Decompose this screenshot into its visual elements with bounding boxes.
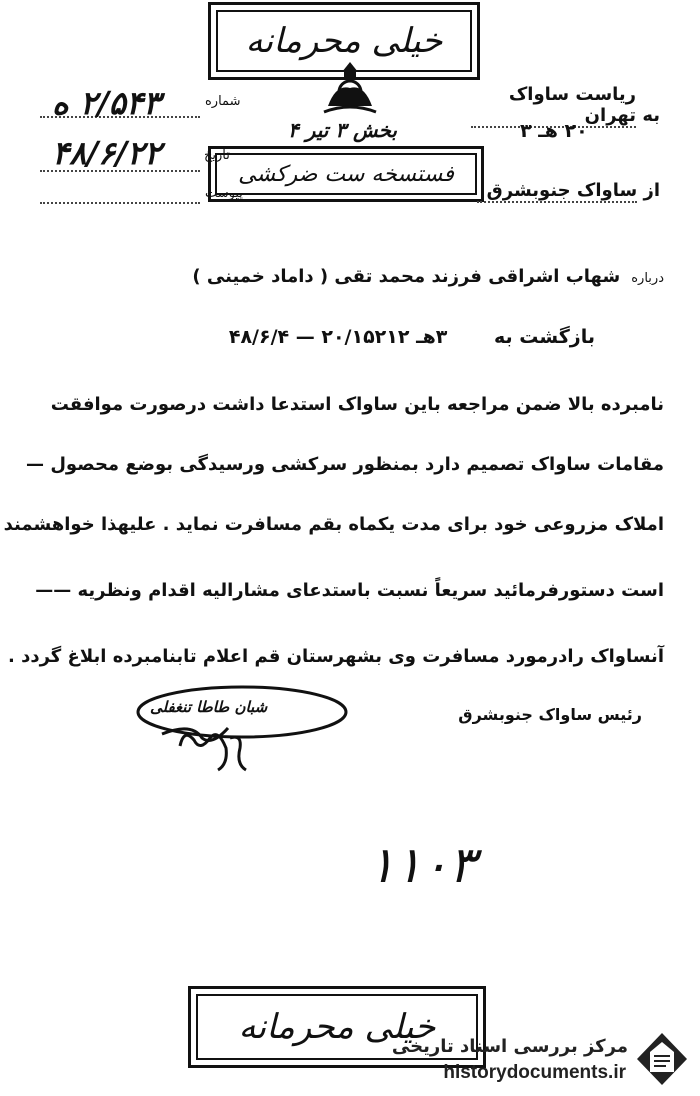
date-value: ۴۸/۶/۲۲ (52, 134, 162, 172)
archive-number: ١١٠٣ (368, 836, 476, 894)
top-stamp-text: خیلی محرمانه (245, 21, 443, 61)
signature-title: رئیس ساواک جنوبشرق (458, 705, 642, 724)
bottom-stamp-text: خیلی محرمانه (238, 1007, 436, 1047)
subject-value: شهاب اشراقی فرزند محمد تقی ( داماد خمینی ) (192, 266, 621, 287)
number-label: شماره (205, 94, 241, 109)
document-center-logo-icon (634, 1030, 690, 1088)
attachment-underline (40, 202, 200, 204)
body-line-1: نامبرده بالا ضمن مراجعه باین ساواک استدعا داشت درصورت موافقت (50, 394, 664, 415)
from-label: از (643, 180, 660, 201)
from-row (477, 180, 660, 203)
reference-row (229, 326, 595, 348)
body-line-4: است دستورفرمائید سریعاً نسبت باستدعای مشارالیه اقدام ونظریه —— (35, 580, 664, 601)
central-stamp (208, 146, 484, 202)
signature-name: شبان طاطا تنغفلی (150, 698, 268, 716)
reference-label: بازگشت به (494, 326, 595, 348)
reference-value: ۳هـ ۲۰/۱۵۲۱۲ — ۴۸/۶/۴ (228, 326, 448, 348)
subject-label: درباره (631, 271, 664, 286)
subject-row (192, 266, 664, 287)
watermark-title: مرکز بررسی اسناد تاریخی (391, 1036, 628, 1057)
central-stamp-text: فستسخه ست ضرکشی (238, 161, 454, 187)
watermark-url: historydocuments.ir (443, 1062, 626, 1083)
reference-code: ۲۰ هـ ۳ (520, 120, 588, 142)
from-value: ساواک جنوبشرق (477, 180, 637, 203)
attachment-label: پیوست (205, 186, 243, 201)
body-line-5: آنساواک رادرمورد مسافرت وی بشهرستان قم اعلام تابنامبرده ابلاغ گردد . (8, 646, 664, 667)
body-line-2: مقامات ساواک تصمیم دارد بمنظور سرکشی ورسیدگی بوضع محصول — (26, 454, 664, 475)
date-label: تاریخ (204, 148, 230, 163)
to-label: به (642, 105, 660, 126)
number-value: ۲/۵۴۳ ه (52, 84, 161, 122)
signature-scribble (170, 720, 290, 776)
lion-and-sun-emblem-icon (320, 58, 380, 116)
to-value: ریاست ساواک تهران (471, 84, 636, 128)
body-line-3: املاک مزروعی خود برای مدت یکماه بقم مسافرت نماید . علیهذا خواهشمند (3, 514, 664, 535)
handwritten-annotation: بخش ۳ تیر ۴ (288, 118, 397, 142)
